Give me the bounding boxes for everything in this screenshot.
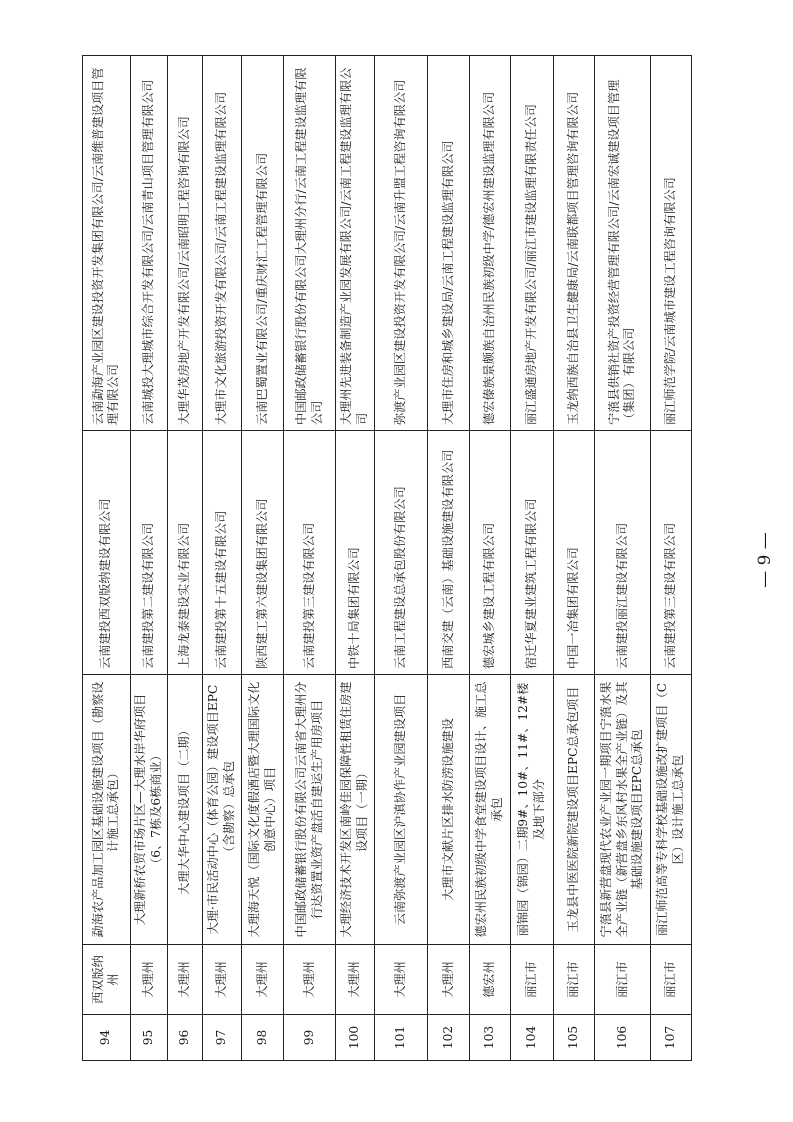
row-number: 98: [242, 1015, 284, 1061]
row-construction-unit: 中铁十局集团有限公司: [336, 431, 375, 675]
row-construction-unit: 云南建投丽江建设有限公司: [594, 431, 650, 675]
row-project-name: 大理海天悦（国际文化度假酒店暨大理国际文化创意中心）项目: [242, 675, 284, 945]
row-owner-supervisor: 大理华茂房地产开发有限公司/云南昭明工程咨询有限公司: [168, 56, 202, 431]
row-owner-supervisor: 大理州先进装备制造产业园发展有限公司/云南工程建设监理有限公司: [336, 56, 375, 431]
row-number: 103: [469, 1015, 510, 1061]
row-construction-unit: 宿迁华夏建业建筑工程有限公司: [510, 431, 553, 675]
row-number: 102: [427, 1015, 469, 1061]
row-owner-supervisor: 云南勐海产业园区建设投资开发集团有限公司/云南维普建设项目管理有限公司: [83, 56, 131, 431]
row-project-name: 丽锦园（锦园）二期9#、10#、11#、12#楼及地下部分: [510, 675, 553, 945]
row-number: 104: [510, 1015, 553, 1061]
table-row: [469, 56, 510, 1061]
page-number: — 9 —: [755, 532, 775, 588]
row-project-name: 大理新桥农贸市场片区—大理水岸华府项目（6、7栋及6栋商业）: [130, 675, 168, 945]
row-owner-supervisor: 丽江师范学院/云南城市建设工程咨询有限公司: [651, 56, 692, 431]
rotated-table-container: [82, 56, 692, 1061]
row-project-name: 大理经济技术开发区南岭佳园保障性租赁住房建设项目（一期）: [336, 675, 375, 945]
row-project-name: 大理·市民活动中心（体育公园）建设项目EPC（含勘察）总承包: [202, 675, 242, 945]
row-project-name: 勐海农产品加工园区基础设施建设项目（勘察设计施工总承包）: [83, 675, 131, 945]
row-project-name: 宁蒗县新营盘现代农业产业园一期项目宁蒗水果全产业链（新营盘乡东风村水果全产业链）及其基础设施建设项目EPC总承包: [594, 675, 650, 945]
row-city: 大理州: [374, 945, 427, 1015]
row-number: 96: [168, 1015, 202, 1061]
row-number: 95: [130, 1015, 168, 1061]
project-table-body: [83, 56, 692, 1061]
row-city: 大理州: [427, 945, 469, 1015]
row-number: 94: [83, 1015, 131, 1061]
row-construction-unit: 云南建投第十五建设有限公司: [202, 431, 242, 675]
row-number: 97: [202, 1015, 242, 1061]
row-owner-supervisor: 中国邮政储蓄银行股份有限公司大理州分行/云南工程建设监理有限公司: [284, 56, 336, 431]
table-row: [168, 56, 202, 1061]
row-project-name: 玉龙县中医医院新院建设项目EPC总承包项目: [553, 675, 594, 945]
table-row: [284, 56, 336, 1061]
row-project-name: 大理市文献片区排水防涝设施建设: [427, 675, 469, 945]
table-row: [374, 56, 427, 1061]
row-city: 大理州: [168, 945, 202, 1015]
row-city: 丽江市: [553, 945, 594, 1015]
row-number: 99: [284, 1015, 336, 1061]
row-construction-unit: 陕西建工第六建设集团有限公司: [242, 431, 284, 675]
row-construction-unit: 云南建投第三建设有限公司: [284, 431, 336, 675]
row-city: 丽江市: [594, 945, 650, 1015]
table-row: [553, 56, 594, 1061]
row-owner-supervisor: 德宏傣族景颇族自治州民族初级中学/德宏州建设监理有限公司: [469, 56, 510, 431]
row-construction-unit: 上海龙泰建设实业有限公司: [168, 431, 202, 675]
row-construction-unit: 云南建投第三建设有限公司: [651, 431, 692, 675]
row-number: 100: [336, 1015, 375, 1061]
row-owner-supervisor: 丽江盛通房地产开发有限公司/丽江市建设监理有限责任公司: [510, 56, 553, 431]
row-project-name: 大理大华中心建设项目（二期）: [168, 675, 202, 945]
table-row: [510, 56, 553, 1061]
row-owner-supervisor: 云南巴蜀置业有限公司/重庆财汇工程管理有限公司: [242, 56, 284, 431]
row-construction-unit: 云南工程建设总承包股份有限公司: [374, 431, 427, 675]
row-owner-supervisor: 弥渡产业园区建设投资开发有限公司/云南升盟工程咨询有限公司: [374, 56, 427, 431]
row-city: 大理州: [284, 945, 336, 1015]
row-city: 大理州: [336, 945, 375, 1015]
table-row: [130, 56, 168, 1061]
row-construction-unit: 德宏城乡建设工程有限公司: [469, 431, 510, 675]
row-project-name: 云南弥渡产业园区沪滇协作产业园建设项目: [374, 675, 427, 945]
table-row: [83, 56, 131, 1061]
row-city: 大理州: [130, 945, 168, 1015]
row-owner-supervisor: 云南城投大理城市综合开发有限公司/云南青山项目管理有限公司: [130, 56, 168, 431]
row-number: 107: [651, 1015, 692, 1061]
row-owner-supervisor: 大理市文化旅游投资开发有限公司/云南工程建设监理有限公司: [202, 56, 242, 431]
table-row: [651, 56, 692, 1061]
row-number: 106: [594, 1015, 650, 1061]
table-row: [427, 56, 469, 1061]
row-city: 德宏州: [469, 945, 510, 1015]
row-project-name: 丽江师范高等专科学校基础设施改扩建项目（C区）设计施工总承包: [651, 675, 692, 945]
row-project-name: 德宏州民族初级中学食堂建设项目设计、施工总承包: [469, 675, 510, 945]
row-number: 101: [374, 1015, 427, 1061]
row-owner-supervisor: 宁蒗县供销社资产投资经营管理有限公司/云南宏诚建设项目管理（集团）有限公司: [594, 56, 650, 431]
table-row: [594, 56, 650, 1061]
table-row: [336, 56, 375, 1061]
row-construction-unit: 云南建投西双版纳建设有限公司: [83, 431, 131, 675]
row-city: 大理州: [202, 945, 242, 1015]
row-city: 大理州: [242, 945, 284, 1015]
row-city: 丽江市: [651, 945, 692, 1015]
row-owner-supervisor: 玉龙纳西族自治县卫生健康局/云南联都项目管理咨询有限公司: [553, 56, 594, 431]
row-project-name: 中国邮政储蓄银行股份有限公司云南省大理州分行达资置业资产盘活自建运生产用房项目: [284, 675, 336, 945]
project-table: [82, 55, 692, 1061]
row-city: 西双版纳州: [83, 945, 131, 1015]
row-construction-unit: 西南交建（云南）基础设施建设有限公司: [427, 431, 469, 675]
table-row: [242, 56, 284, 1061]
row-construction-unit: 中国一冶集团有限公司: [553, 431, 594, 675]
row-city: 丽江市: [510, 945, 553, 1015]
row-owner-supervisor: 大理市住房和城乡建设局/云南工程建设监理有限公司: [427, 56, 469, 431]
table-row: [202, 56, 242, 1061]
row-construction-unit: 云南建投第二建设有限公司: [130, 431, 168, 675]
row-number: 105: [553, 1015, 594, 1061]
